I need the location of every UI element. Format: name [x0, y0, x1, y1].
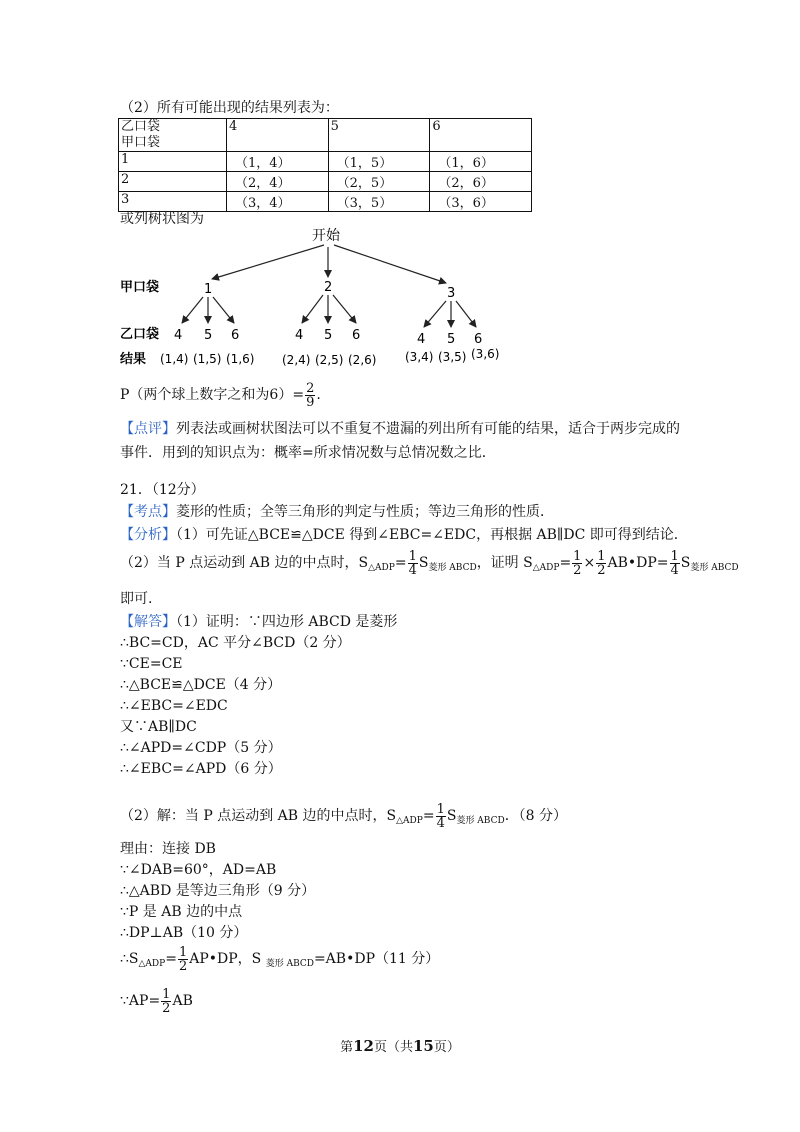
result-item: (1,4): [160, 352, 189, 366]
result-item: (3,6): [471, 347, 500, 361]
prob-den: 9: [306, 394, 315, 410]
kaodian-line: [120, 503, 554, 521]
footer-post: 页）: [433, 1040, 460, 1055]
fenxi2-a: （2）当 P 点运动到 AB 边的中点时，S: [120, 555, 369, 571]
prob-suffix: .: [316, 387, 321, 403]
prob-fraction: [305, 382, 315, 409]
table-row: [119, 172, 532, 192]
column-header: 5: [328, 119, 430, 152]
comment-line-1: [120, 420, 680, 438]
edge-3-6: [456, 301, 476, 327]
den: 2: [162, 1000, 171, 1016]
jieda-tag: 【解答】: [120, 614, 176, 630]
kaodian-tag: 【考点】: [120, 504, 176, 520]
node-a-3: 3: [447, 286, 456, 301]
table-cell: （2，6）: [430, 172, 532, 192]
node-a-2: 2: [324, 280, 333, 295]
ap-b: AB: [172, 993, 193, 1009]
proof-line: ∴∠EBC=∠APD（6 分）: [120, 761, 282, 777]
edge-3-4: [424, 301, 446, 327]
tree-start: 开始: [312, 228, 340, 244]
node-b-6: 6: [231, 328, 240, 343]
table-row: [119, 152, 532, 172]
num: 1: [408, 548, 417, 564]
table-header-row: [119, 119, 532, 152]
edge-2-4: [302, 295, 323, 323]
jieda-line: [120, 613, 397, 631]
table-cell: （3，4）: [227, 192, 329, 212]
fenxi2-b: ，证明 S: [476, 555, 533, 571]
result-table: [118, 118, 532, 212]
proof2-line: ∵∠DAB=60°，AD=AB: [120, 862, 277, 878]
result-item: (2,5): [315, 353, 344, 367]
sub-adp: △ADP: [368, 563, 395, 573]
area-b: AP•DP，S: [189, 951, 266, 967]
num: 1: [573, 548, 582, 564]
s-prefix: S: [680, 555, 691, 571]
table-cell: （1，5）: [328, 152, 430, 172]
node-b-4: 4: [174, 328, 183, 343]
fenxi-tag: 【分析】: [120, 527, 176, 543]
den: 4: [670, 562, 679, 578]
fenxi-line-1: [120, 526, 688, 544]
edge-2-6: [333, 295, 356, 323]
proof-line: ∴BC=CD，AC 平分∠BCD（2 分）: [120, 635, 351, 651]
num: 1: [178, 944, 188, 960]
proof-line: ∵CE=CE: [120, 656, 183, 672]
column-header: 6: [430, 119, 532, 152]
sub-adp: △ADP: [138, 959, 166, 969]
table-cell: （1，6）: [430, 152, 532, 172]
num: 1: [162, 986, 171, 1002]
node-b-5: 5: [447, 332, 456, 347]
node-b-4: 4: [417, 332, 426, 347]
den: 2: [178, 958, 188, 974]
proof2-line: ∴△ABD 是等边三角形（9 分）: [120, 883, 316, 899]
num: 1: [436, 801, 445, 817]
table-cell: （2，4）: [227, 172, 329, 192]
part2-a: （2）解：当 P 点运动到 AB 边的中点时，S: [120, 808, 397, 824]
result-item: (2,6): [348, 353, 377, 367]
footer-mid: 页（共: [373, 1040, 413, 1055]
proof2-line: 理由：连接 DB: [120, 841, 216, 857]
result-item: (3,5): [438, 350, 467, 364]
den: 4: [408, 562, 417, 578]
tree-edges-bottom: [182, 295, 476, 327]
s-prefix: S: [418, 555, 429, 571]
comment-line-2: 事件．用到的知识点为：概率=所求情况数与总情况数之比．: [120, 445, 496, 461]
node-b-5: 5: [204, 328, 213, 343]
result-item: (1,6): [226, 352, 255, 366]
header-top: 乙口袋: [121, 119, 161, 134]
area-line: [120, 943, 439, 977]
edge-start-1: [212, 245, 324, 279]
edge-start-3: [334, 245, 446, 283]
num: 1: [670, 548, 679, 564]
table-cell: （3，6）: [430, 192, 532, 212]
part2-line: [120, 800, 567, 834]
intro-line: （2）所有可能出现的结果列表为：: [120, 100, 339, 116]
q21-title: 21．（12分）: [120, 482, 205, 498]
column-header: 4: [227, 119, 329, 152]
table-cell: （3，5）: [328, 192, 430, 212]
table-corner-header: [119, 119, 227, 152]
table-cell: （2，5）: [328, 172, 430, 192]
den: 2: [597, 562, 606, 578]
tree-diagram: [0, 225, 800, 385]
tree-label-b: 乙口袋: [120, 327, 160, 342]
node-b-6: 6: [352, 328, 361, 343]
den: 4: [436, 815, 445, 831]
footer-page: 12: [353, 1037, 374, 1055]
proof-line: ∴∠APD=∠CDP（5 分）: [120, 740, 282, 756]
fraction-1-4: [670, 550, 680, 577]
node-b-6: 6: [474, 332, 483, 347]
sub-adp: △ADP: [532, 563, 560, 573]
fenxi-text-1: （1）可先证△BCE≌△DCE 得到∠EBC=∠EDC，再根据 AB∥DC 即可得到结论．: [176, 527, 688, 543]
ab-dp: AB•DP=: [607, 555, 669, 571]
fraction-1-2: [572, 550, 582, 577]
fenxi-line-2: [120, 547, 739, 581]
sub-rhombus: 菱形 ABCD: [428, 563, 477, 573]
tree-results: [160, 347, 499, 367]
footer-pre: 第: [340, 1040, 354, 1055]
row-label: 3: [119, 192, 227, 212]
ap-line: [120, 985, 193, 1017]
proof2-line: ∵P 是 AB 边的中点: [120, 904, 243, 920]
page-footer: [0, 1036, 800, 1055]
eq: =: [559, 555, 572, 571]
proof-line: ∴△BCE≌△DCE（4 分）: [120, 677, 282, 693]
prob-prefix: P（两个球上数字之和为6）=: [120, 387, 305, 403]
node-b-5: 5: [324, 328, 333, 343]
proof2-line: ∴DP⊥AB（10 分）: [120, 925, 248, 941]
table-cell: （1，4）: [227, 152, 329, 172]
area-c: =AB•DP（11 分）: [313, 951, 440, 967]
edge-1-4: [182, 297, 203, 323]
fraction-1-4: [436, 803, 446, 830]
fraction-1-2: [596, 550, 606, 577]
ap-a: ∵AP=: [120, 993, 161, 1009]
sub-rhombus: 菱形 ABCD: [456, 816, 505, 826]
eq: =: [422, 808, 435, 824]
kaodian-text: 菱形的性质；全等三角形的判定与性质；等边三角形的性质．: [176, 504, 554, 520]
times: ×: [583, 555, 596, 571]
tree-intro: 或列树状图为: [120, 211, 204, 227]
node-b-4: 4: [295, 328, 304, 343]
row-label: 1: [119, 152, 227, 172]
node-a-1: 1: [204, 282, 213, 297]
tree-edges-top: [212, 245, 446, 283]
proof-line: ∴∠EBC=∠EDC: [120, 698, 228, 714]
prob-num: 2: [306, 380, 315, 396]
proof-line-0: （1）证明：∵四边形 ABCD 是菱形: [176, 614, 398, 630]
area-a: ∴S: [120, 951, 139, 967]
header-bottom: 甲口袋: [121, 135, 161, 150]
eq: =: [165, 951, 177, 967]
result-item: (2,4): [282, 353, 311, 367]
proof-line: 又∵AB∥DC: [120, 719, 197, 735]
eq: =: [394, 555, 407, 571]
sub-rhombus: 菱形 ABCD: [690, 563, 739, 573]
tree-label-a: 甲口袋: [120, 280, 160, 295]
comment-tag: 【点评】: [120, 421, 176, 437]
comment-text-1: 列表法或画树状图法可以不重复不遗漏的列出所有可能的结果，适合于两步完成的: [176, 421, 680, 437]
fraction-1-2: [161, 988, 171, 1015]
table-row: [119, 192, 532, 212]
row-label: 2: [119, 172, 227, 192]
sub-rhombus: 菱形 ABCD: [265, 959, 314, 969]
tree-label-result: 结果: [120, 352, 147, 367]
result-item: (3,4): [405, 350, 434, 364]
result-item: (1,5): [193, 352, 222, 366]
edge-1-6: [213, 297, 234, 323]
fraction-1-2: [178, 946, 188, 973]
s-prefix: S: [446, 808, 457, 824]
fenxi-line-3: 即可.: [120, 591, 153, 607]
sub-adp: △ADP: [396, 816, 423, 826]
den: 2: [573, 562, 582, 578]
probability-line: [120, 380, 321, 410]
footer-total: 15: [413, 1037, 434, 1055]
fraction-1-4: [408, 550, 418, 577]
num: 1: [597, 548, 606, 564]
part2-b: ．（8 分）: [504, 808, 568, 824]
